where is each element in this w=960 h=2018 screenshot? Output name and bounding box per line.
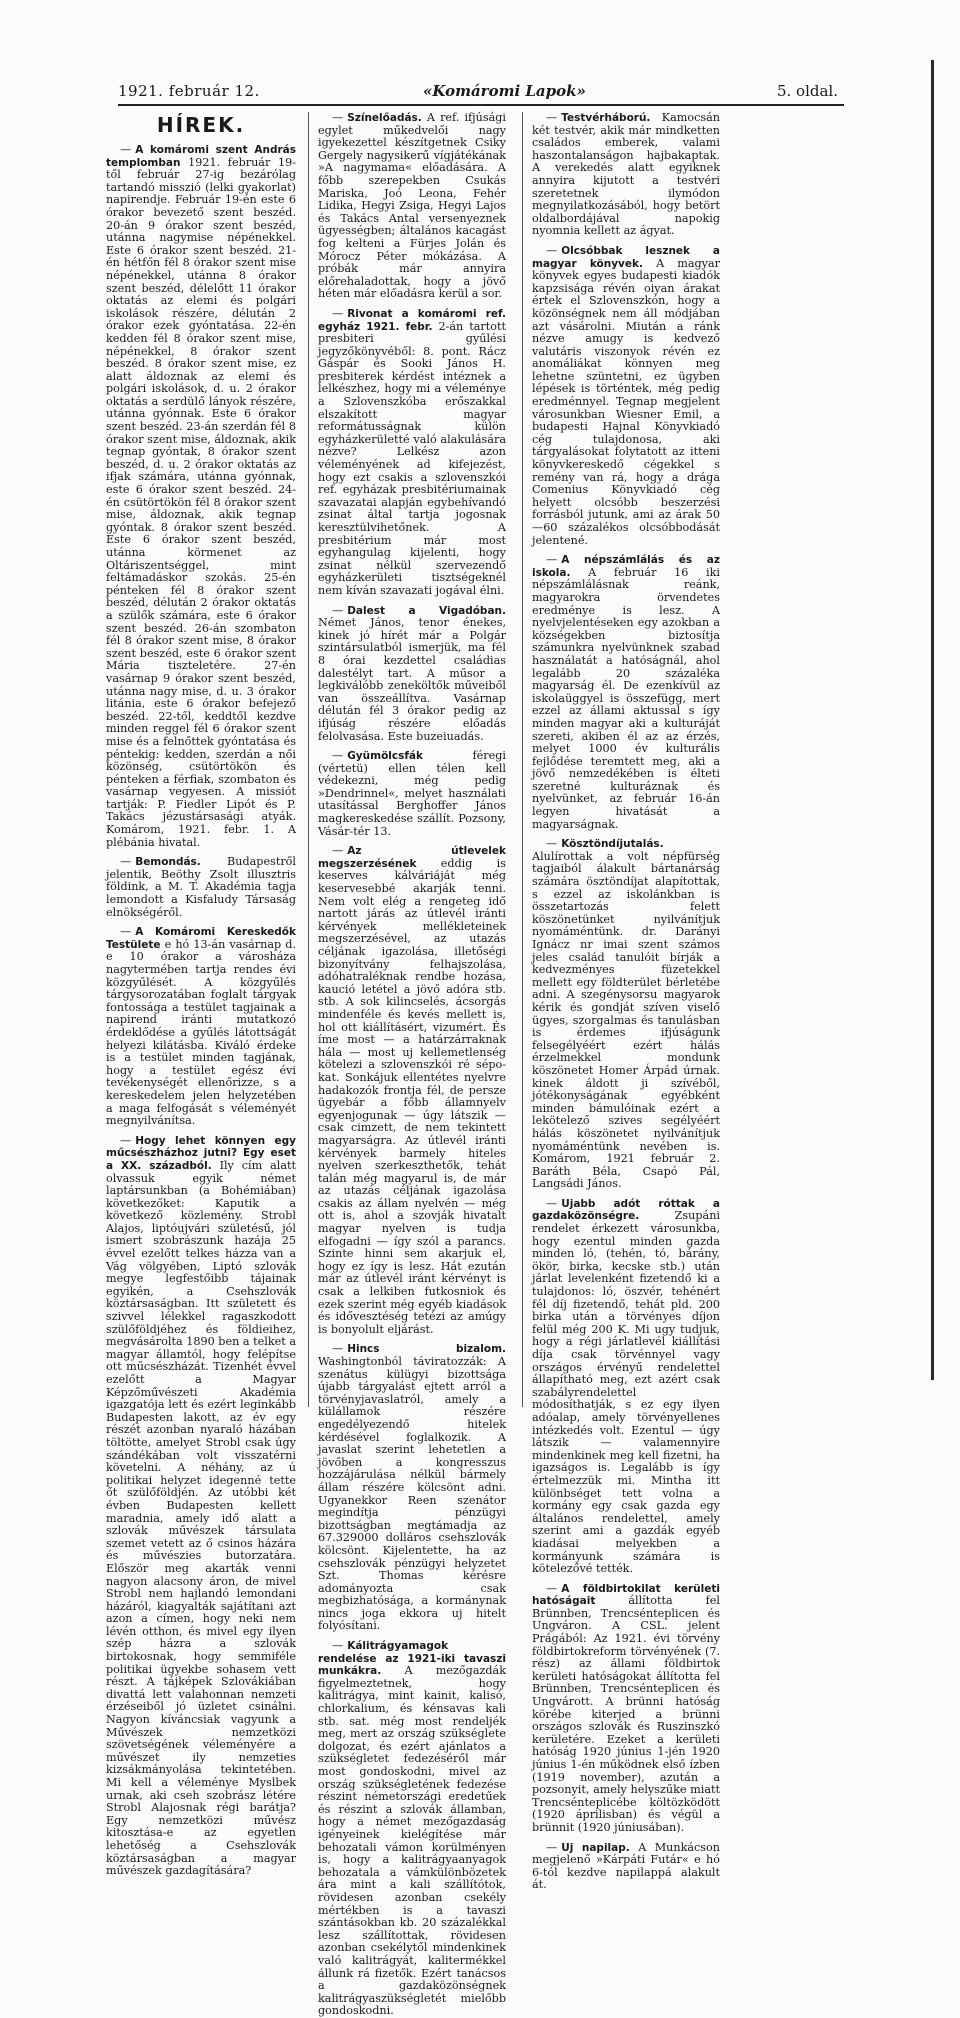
column-divider: [308, 112, 309, 1407]
article-dash: —: [332, 1639, 344, 1653]
news-article: [532, 1583, 720, 1835]
article-dash: —: [332, 1342, 344, 1356]
header-rule: [118, 104, 844, 106]
article-dash: —: [546, 111, 558, 124]
article-dash: —: [546, 243, 558, 257]
article-headline: Kálitrágyamagok rendelése az 1921-iki tavaszi munkákra.: [318, 1640, 506, 1678]
article-text: A magyar könyvek egyes budapesti kiadók kapzsisága révén oiyan árakat értek el Szlovenszkón, hogy a közönségnek nem áll módjában azt vásárolni. Miután a ránk nézve amugy is kedvező valutáris viszonyok révén ez anomáliákat könnyen meg lehetne szüntetni, ez ügyben lépések is történtek, még pedig eredménnyel. Tegnap megjelent városunkban Wiesner Emil, a budapesti Hajnal Könyvkiadó cég tulajdonosa, aki tárgyalásokat folytatott az itteni könyvkereskedő cégekkel s remény van rá, hogy a drága Comenius Könyvkiadó cég helyett olcsóbb beszerzési forrásból jutunk, ami az árak 50—60 százalékos olcsóbbodását jelentené.: [532, 256, 721, 547]
article-text: Budapestről jelentik, Beöthy Zsolt illusztris földink, a M. T. Akadémia tagja lemondott a Kisfaludy Társaság elnökségéről.: [106, 855, 296, 919]
article-headline: Gyümölcsfák: [347, 750, 423, 763]
article-text: 2-án tartott presbiteri gyűlési jegyzőkönyvéből: 8. pont. Rácz Gáspár és Sooki János H. presbiterek kérdést intéznek a lelkészhez, hogy mi a véleménye a Szlovenszkóba erőszakkal elszakított magyar reformátusságnak külön egyházkerületté való alakulására nézve? Lelkész azon véleményének ad kifejezést, hogy ezt csakis a szlovenszkói ref. egyházak presbitériumainak szavazatai alapján egybehívandó zsinat által tartja jogosnak keresztülvihetőnek. A presbitérium már most egyhangulag kijelenti, hogy zsinat nélkül szervezendő egyházkerületi tisztségeknél nem kíván szavazati jogával élni.: [318, 319, 506, 597]
article-headline: A komáromi szent András templomban: [106, 144, 296, 169]
news-article: [532, 838, 720, 1191]
article-headline: A népszámlálás és az iskola.: [532, 554, 720, 579]
article-text: féregi (vértetü) ellen télen kell védekezni, még pedig »Dendrinnel«, melyet használati utasítással Berghoffer János magkereskedése szállít. Pozsony, Vásár-tér 13.: [318, 749, 506, 838]
article-text: eddig is keserves kálváriáját még keservesebbé akarják tenni. Nem volt elég a rengeteg idő nartott járás az útlevél iránti kérvények mellékleteinek megszerzésével, az utazás céljának igazolása, illetőségi bizonyítvány felhajszolása, adóhatraléknak rendbe hozása, kaució letétel a jövő adóra stb. stb. A sok kilincselés, ácsorgás mindenféle és kevés mellett is, hol ott kiállításért, vizumért. És íme most — a határzárraknak hála — most uj kellemetlenség kötelezi a szlovenszkói ré sépo-kat. Sonkájuk ellentétes nyelvre hadakozók frontja fél, de persze ügyebár a főbb államnyelv egyenjogunak — úgy látszik — csak cimzett, de nem tekintett magyarságra. Az útlevél iránti kérvények barmely hiteles nyelven szerkeszthetők, tehát talán még magyarul is, de már az utazás céljának igazolása csakis az állam nyelvén — még ott is, ahol a szovják hivatalt magyar nyelven is tudja elfogadni — így szól a parancs. Szinte hinni sem akarjuk el, hogy ez így is lesz. Hát ezután már az útlevél iránt kérvényt is csak a lelkiben futkosniok és ezek szerint még egyéb kiadások és idővesztéség tetézi az amúgy is bonyolult eljárást.: [318, 856, 506, 1336]
article-dash: —: [546, 553, 558, 567]
article-text: e hó 13-án vasárnap d. e 10 órakor a városháza nagytermében tartja rendes évi közgyűlését. A közgyűlés tárgysorozatában foglalt tárgyak fontossága a testület tagjainak a napirend iránti mutatkozó érdeklődése a gyűlés látottságát helyezi kilátásba. Kiváló érdeke is a testület minden tagjának, hogy a testület egész évi tevékenységét ellenőrizze, s a kereskedelem jelen helyzetében a maga felfogását s véleményét megnyilvánítsa.: [106, 937, 296, 1128]
article-headline: Kösztöndíjutalás.: [561, 838, 664, 851]
news-article: [106, 926, 296, 1128]
article-headline: Hincs bizalom.: [347, 1343, 506, 1356]
article-text: 1921. február 19-től február 27-ig bezárólag tartandó misszió (lelki gyakorlat) napirendje. Február 19-én este 6 órakor bevezető szent beszéd. 20-án 9 órakor szent beszéd, utánna nagymise népénekkel. Este 6 órakor szent beszéd. 21-én hétfőn fél 8 órakor szent mise népénekkel, utánna 8 órakor szent beszéd, délelőtt 11 órakor oktatás az elemi és polgári iskolások részére, délután 2 órakor ezek gyóntatása. 22-én kedden fél 8 órakor szent mise, népénekkel, 8 órakor szent beszéd. 8 órakor szent mise, ez alatt áldoznak az elemi és polgári iskolások, d. u. 2 órakor oktatás a serdülő lányok részére, utánna gyónnak. Este 6 órakor szent beszéd. 23-án szerdán fél 8 órakor szent mise, áldoznak, akik tegnap gyóntak, 8 órakor szent beszéd, d. u. 2 órakor oktatás az ifjak számára, utánna gyónnak, este 6 órakor szent beszéd. 24-én csütörtökön fél 8 órakor szent mise, áldoznak, akik tegnap gyóntak. 8 órakor szent beszéd. Este 6 órakor szent beszéd, utánna körmenet az Oltáriszentséggel, mint feltámadáskor szokás. 25-én pénteken fél 8 órakor szent beszéd, délután 2 órakor oktatás a szülők számára, este 6 órakor szent beszéd. 26-án szombaton fél 8 órakor szent mise, 8 órakor szent beszéd, este 6 órakor szent Mária tiszteletére. 27-én vasárnap 9 órakor szent beszéd, utánna nagy mise, d. u. 3 órakor litánia, este 6 órakor befejező beszéd. 22-től, keddtől kezdve minden reggel fél 6 órakor szent mise és a felnőttek gyóntatása és péntekig: kedden, szerdán a női közönség, csütörtökön és pénteken a férfiak, szombaton és vasárnap vegyesen. A missiót tartják: P. Fiedler Lipót és P. Takács jézustársasági atyák. Komárom, 1921. febr. 1. A plébánia hivatal.: [106, 155, 296, 849]
article-headline: Ujabb adót róttak a gazdaközönségre.: [532, 1197, 720, 1223]
news-article: [318, 1640, 506, 2018]
news-article: [106, 1135, 296, 1878]
article-text: A február 16 iki népszámlálásnak reánk, magyarokra örvendetes eredménye is lesz. A nyelvjelentéseken egy azokban a községekben biztosítja számunkra nyelvünknek szabad használatát a hatóságnál, ahol legalább 20 százaléka magyarság él. De ezenkívül az iskolaüggyel is összefügg, mert ezzel az állami aktussal s így minden magyar aki a kulturáját szereti, akiben él az az érzés, melyet 1000 év kulturális fejlődése teremtett meg, aki a jövő nemzedékében is élteti szeretné kulturáznak és nyelvünket, az február 16-án legyen hivatását a magyarságnak.: [532, 565, 720, 831]
article-text: A mezőgazdák figyelmeztetnek, hogy kalitrágya, mint kainit, kalisó, chlorkalium, és kénsavas kali stb. sat. még most rendeljék meg, mert az ország szükséglete dolgozat, és ezért ajánlatos a szükségletet fedezéséről már most gondoskodni, mivel az ország szükségletének fedezése részint németországi eredetűek és részint a szlovák államban, hogy a német mezőgazdaság igényeinek kielégítése már behozatali vámon korülményen is, hogy a kalitrágyaanyagok behozatala a vámkülönbözetek ára mint a kali szállítótok, rövidesen azonban csekély mértékben is a tavaszi szántásokban kb. 20 százalékkal lesz szállítottak, rövidesen azonban csekélytől mindenkinek való kalitrágyát, kalitermékkel állunk rá fizetők. Ezért tanácsos a gazdaközönségnek kalitrágyaszükségletét mielőbb gondoskodni.: [318, 1664, 506, 2018]
news-article: [318, 308, 506, 598]
article-dash: —: [546, 1196, 558, 1210]
column-1: [106, 112, 296, 1878]
article-headline: Az útlevelek megszerzésének: [318, 845, 506, 870]
article-headline: Színelőadás.: [347, 112, 422, 124]
article-dash: —: [120, 925, 132, 939]
news-article: [532, 554, 720, 831]
article-headline: Testvérháború.: [561, 112, 651, 124]
news-article: [106, 856, 296, 919]
article-text: Alulírottak a volt népfürség tagjaiból álakult bártanárság számára ösztöndíjat alapítottak, s ezzel az iskolánkban is összetartozás felett köszönetünket nyilvánítjuk nyomáméntünk. dr. Darányi Ignácz nr imai szent számos jeles család tanulóit bírják a kedvezményes füzetekkel mellett egy földterület bérletébe adni. A szegénysorsu magyarok kérik és gondját szíven viselő ügyes, szorgalmas és tanulásban is érdemes ifjúságunk felsegélyéért ezért hálás érzelmekkel mondunk köszönetet Homer Árpád úrnak. kinek áldott ji szívéből, jótékonyságának egyébként minden bámulóinak ezért a lekötelező szives segélyéért hálás köszönetet nyilvánítjuk nyomáméntünk nevében is. Komárom, 1921 február 2. Baráth Béla, Csapó Pál, Langsádi János.: [532, 849, 720, 1191]
column-divider: [522, 112, 523, 1407]
news-article: [532, 245, 720, 547]
article-headline: Bemondás.: [135, 856, 201, 869]
article-text: A ref. ifjúsági egylet műkedvelői nagy igyekezettel készítgetnek Csiky Gergely nagysikerű vígjátékának »A nagymama« előadására. A főbb szerepekben Csukás Mariska, Joó Leona, Fehér Lidika, Hegyi Zsiga, Hegyi Lajos és Takács Antal versenyeznek ügyességben; általános kacagást fog kelteni a Fürjes Jolán és Mórocz Péter mókázása. A próbák már annyira előrehaladottak, hogy a jövő héten már előadásra kerül a sor.: [318, 111, 506, 301]
news-article: [318, 750, 506, 838]
news-article: [318, 112, 506, 301]
page-header: [118, 80, 838, 102]
article-dash: —: [332, 111, 344, 124]
article-dash: —: [546, 837, 558, 851]
article-dash: —: [546, 1581, 558, 1595]
article-dash: —: [120, 1133, 132, 1147]
article-dash: —: [332, 306, 344, 320]
article-headline: A földbirtokilat kerületi hatóságait: [532, 1582, 720, 1608]
news-article: [532, 1198, 720, 1576]
article-text: Ily cím alatt olvassuk egyik német laptársunkban (a Bohémiában) következőket: Kaputik a következő közlemény. Strobl Alajos, liptóujvári születésű, jól ismert szobrászunk hazája 25 évvel ezelőtt telkes házza van a Vág völgyében, Liptó szlovák megye legfestőibb tájainak egyikén, a Csehszlovák köztársaságban. Itt született és szivvel lélekkel ragaszkodott szülőföldjéhez és földieihez, megvásárolta 1890 ben a telket a magyar államtól, hogy felépítse ott műcsészházát. Tizenhét évvel ezelőtt a Magyar Képzőművészeti Akadémia igazgatója lett és ezért leginkább Budapesten lakott, az év egy részét azonban nyaraló házában töltötte, amelyet Strobl csak úgy szándékában volt visszatérni követelni. A néhány, az ú politikai helyzet idegenné tette őt szülőföldjén. Az utóbbi két évben Budapesten kellett maradnia, amely idő alatt a szlovák művészek társulata szemet vetett az ő csinos házára és művészies butorzatára. Először meg akarták venni nagyon alacsony áron, de mivel Strobl nem hajlandó lemondani házáról, kiagyalták sajátítani azt azon a címen, hogy neki nem lévén otthon, és mivel egy ilyen szép házra a szlovák birtokosnak, hogy semmiféle politikai ügyekbe sohasem vett részt. A tájképek Szlovákiában divattá lett valahonnan nemzeti érzéseiből jó üzletet csinálni. Nagyon kíváncsiak vagyunk a Művészek nemzetközi szövetségének véleményére a művészet ily nemzeties kizsákmányolása tekintetében. Mi kell a véleménye Myslbek urnak, aki cseh szobrász létére Strobl Alajosnak régi barátja? Egy nemzetközi művész kitosztása-e az egyetlen lehetőség a Csehszlovák köztársaságban a magyar művészek gazdagítására?: [106, 1158, 296, 1878]
newspaper-name: «Komáromi Lapok»: [423, 82, 586, 100]
article-text: Washingtonból táviratozzák: A szenátus külügyi bizottsága újabb tárgyalást ejtett arról a törvényjavaslatról, amely a külállamok részére engedélyezendő hitelek kérdésével foglalkozik. A javaslat szerint lehetetlen a jövőben a kongresszus hozzájárulása nélkül bármely állam részére kölcsönt adni. Ugyanekkor Reen szenátor megindítja pénzügyi bizottságban megtámadja az 67.329000 dolláros csehszlovák kölcsönt. Kijelentette, ha az csehszlovák pénzügyi helyzetet Szt. Thomas kérésre adományozta csak megbizhatósága, a kormánynak nincs joga ekkora uj hitelt folyósítani.: [318, 1355, 506, 1633]
issue-date: 1921. február 12.: [118, 82, 260, 100]
news-article: [318, 605, 506, 744]
article-headline: Uj napilap.: [561, 1841, 630, 1854]
news-article: [318, 845, 506, 1336]
article-dash: —: [546, 1840, 558, 1854]
page-edge-line: [931, 60, 934, 1380]
article-dash: —: [332, 844, 344, 858]
page-number: 5. oldal.: [776, 82, 838, 100]
section-title: HÍREK.: [156, 113, 246, 137]
article-text: Zsupáni rendelet érkezett városunkba, hogy ezentul minden gazda minden ló, (tehén, tó, bárány, ökör, birka, kecske stb.) után járlat levelenként fizetendő ki a tulajdonos: ló, öszvér, tehénért fél díj fizetendő, tehát pld. 200 birka után a törvényes díjon felül még 200 K. Mi ugy tudjuk, hogy a régi járlatlevél kiállítási díja csak törvénnyel vagy országos érvényű rendelettel állapítható meg, ezt azért csak szabályrendelettel módosíthatják, s ez egy ilyen adóalap, amely törvényellenes intézkedés volt. Ezentul — úgy látszik — valamennyire mindenkinek meg kell fizetni, ha igazságos is. Legalább is így értelmezzük mi. Mintha itt különbséget tett volna a kormány egy csak gazda egy általános rendelettel, amely szerint ami a gazdák egyéb kiadásai melyekben a kormányunk számára is kötelezővé tették.: [532, 1209, 720, 1576]
article-text: Német János, tenor énekes, kinek jó hírét már a Polgár szintársulatból ismerjük, ma fél 8 órai kezdettel családias dalestélyt tart. A műsor a legkiválóbb zeneköltők műveiből van összeállítva. Vasárnap délután fél 3 órakor pedig az ifjúság részére előadás felolvasása. Este buzeiuadás.: [318, 616, 506, 743]
article-dash: —: [332, 749, 344, 763]
article-headline: Dalest a Vigadóban.: [347, 604, 506, 617]
article-dash: —: [120, 855, 132, 869]
article-headline: Olcsóbbak lesznek a magyar könyvek.: [532, 244, 720, 270]
article-headline: Hogy lehet könnyen egy műcsészházhoz jutni? Egy eset a XX. századból.: [106, 1134, 296, 1172]
article-dash: —: [332, 603, 344, 617]
article-dash: —: [120, 143, 132, 156]
article-text: Kamocsán két testvér, akik már mindketten családos emberek, valami haszontalanságon hajbakaptak. A verekedés alatt egyiknek annyira kijutott a testvéri szeretetnek ilymódon megnyilatkozásából, hogy betört oldalbordájával napokig nyomnia kellett az ágyat.: [532, 111, 720, 238]
column-2: [318, 111, 506, 2018]
article-headline: Rivonat a komáromi ref. egyház 1921. febr.: [318, 307, 506, 333]
article-text: állította fel Brünnben, Trencsénteplicen és Ungváron. A CSL. jelent Prágából: Az 1921. évi törvény földbirtokreform törvényének (7. rész) az állami földbirtok kerületi hatóságokat állította fel Brünnben, Trencsénteplicen és Ungvárott. A brünni hatóság körébe kiterjed a brünni országos szlovák és Ruszinszkó kerületére. Ezeket a kerületi hatóság 1920 június 1-jén 1920 június 1-én működnek első ízben (1919 november), azután a pozsonyit, amely helyszűke miatt Trencsénteplicébe költözködött (1920 áprilisban) és végül a brünnit (1920 júniusában).: [532, 1594, 720, 1834]
article-text: A Munkácson megjelenő »Kárpáti Futár« e hó 6-tól kezdve napilappá alakult át.: [532, 1840, 720, 1892]
article-headline: A Komáromi Kereskedők Testülete: [106, 926, 296, 951]
news-article: [532, 1842, 720, 1892]
news-article: [106, 144, 296, 849]
news-article: [318, 1343, 506, 1633]
column-3: [532, 111, 721, 1892]
news-article: [532, 112, 720, 238]
